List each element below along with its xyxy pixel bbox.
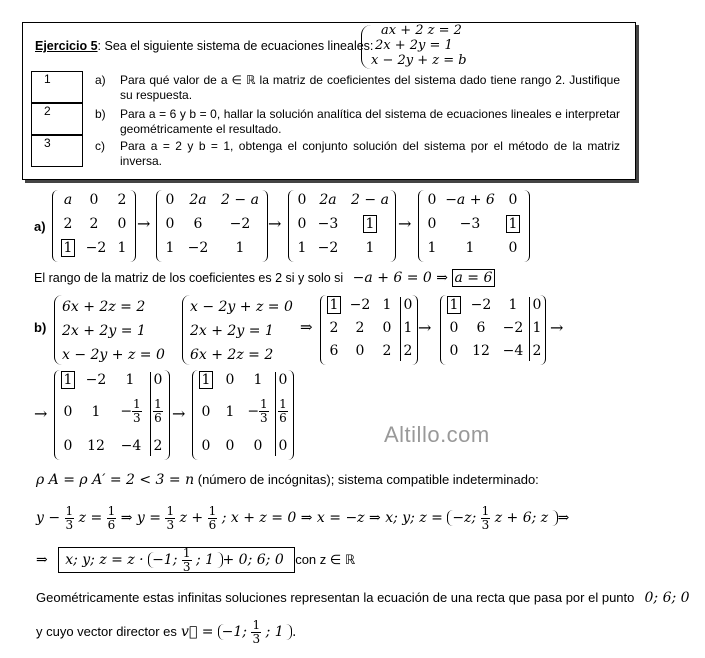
cell: −a + 6 <box>445 192 495 208</box>
cell: 6 <box>329 343 339 359</box>
rank-condition: −a + 6 = 0 ⇒ <box>352 270 449 286</box>
cell: −3 <box>317 216 339 232</box>
sys1-eq3: x − 2y + z = 0 <box>62 347 165 363</box>
cell: 0 <box>508 192 518 208</box>
part-b-matrix-2 <box>440 295 546 365</box>
frac-num: 1 <box>252 617 261 632</box>
eq-part: y − <box>36 510 61 526</box>
eq-part: −z; <box>452 510 477 526</box>
cell: −2 <box>349 297 371 313</box>
cell: 0 <box>63 404 73 420</box>
frac-den: 6 <box>154 411 162 425</box>
part-a-matrix-2 <box>156 190 268 262</box>
cell: 12 <box>87 438 105 454</box>
cell: 0 <box>153 372 163 388</box>
part-b-system-1 <box>62 295 165 367</box>
sys1-eq2: 2x + 2y = 1 <box>62 323 146 339</box>
solution-line <box>36 542 355 578</box>
item-b-text: Para a = 6 y b = 0, hallar la solución analítica del sistema de ecuaciones lineales e interpretar geométricamente el resultado. <box>120 107 620 136</box>
cell: 0 <box>508 240 518 256</box>
eq-part: ⇒ y = <box>120 510 162 526</box>
eq-part: x; y; z = z · <box>65 552 144 568</box>
frac-den: 3 <box>252 631 261 646</box>
augment-line <box>400 297 401 361</box>
cell: 0 <box>532 297 542 313</box>
eq-part: z + 6; z <box>494 510 549 526</box>
exercise-header <box>35 39 373 53</box>
cell: 2 <box>403 343 413 359</box>
cell: 0 <box>403 297 413 313</box>
exercise-title: Ejercicio 5 <box>35 39 98 53</box>
cell: 2 <box>355 320 365 336</box>
solution-suffix: con z ∈ ℝ <box>295 552 356 567</box>
eq-part: −1; <box>152 552 178 568</box>
cell: 2 <box>63 216 73 232</box>
frac-den: 6 <box>107 517 116 532</box>
pivot-cell: 1 <box>363 215 378 233</box>
cell: 1 <box>465 240 475 256</box>
cell: 0 <box>225 438 235 454</box>
cell: 2 <box>89 216 99 232</box>
geometric-line <box>36 590 690 606</box>
cell: a <box>63 192 73 208</box>
arrow: → <box>172 404 186 423</box>
part-a-matrix-4 <box>418 190 530 262</box>
cell: 0 <box>278 438 288 454</box>
pivot-cell: 1 <box>61 239 76 257</box>
cell: 1 <box>125 372 135 388</box>
arrow: → <box>418 318 432 337</box>
frac-den: 6 <box>208 517 217 532</box>
cell: 2a <box>189 192 207 208</box>
point-value: 0; 6; 0 <box>644 590 690 606</box>
pivot-cell: 1 <box>506 215 521 233</box>
part-a-matrix-1 <box>52 190 136 262</box>
cell: −2 <box>85 372 107 388</box>
cell: 0 <box>355 343 365 359</box>
cell: 0 <box>382 320 392 336</box>
rank-conclusion <box>34 270 495 286</box>
item-a-tag: a) <box>95 73 106 87</box>
frac-den: 3 <box>133 411 141 425</box>
system-eq-1: ax + 2 z = 2 <box>381 23 462 38</box>
pivot-cell: 1 <box>447 296 462 314</box>
cell: 1 <box>91 404 101 420</box>
cell: 12 <box>472 343 490 359</box>
eq-part: z = <box>78 510 103 526</box>
frac-den: 3 <box>166 517 175 532</box>
frac-num: 1 <box>260 397 268 411</box>
arrow: → <box>398 214 412 233</box>
vector-text: y cuyo vector director es <box>36 624 177 639</box>
cell: −2 <box>85 240 107 256</box>
cell: 2a <box>319 192 337 208</box>
cell: 2 − a <box>351 192 389 208</box>
frac-num: 1 <box>279 397 287 411</box>
cell: 0 <box>201 438 211 454</box>
pivot-cell: 1 <box>61 371 76 389</box>
cell: −2 <box>187 240 209 256</box>
part-b-matrix-1 <box>320 295 418 365</box>
cell: 2 <box>153 438 163 454</box>
cell: 0 <box>427 192 437 208</box>
cell: 0 <box>165 216 175 232</box>
exercise-intro: : Sea el siguiente sistema de ecuaciones lineales: <box>97 39 374 53</box>
part-b-system-2 <box>190 295 293 367</box>
rank-line-math: ρ A = ρ A′ = 2 < 3 = n <box>36 472 195 488</box>
frac-num: 1 <box>208 503 217 518</box>
rank-line <box>36 472 539 488</box>
system-eq-2: 2x + 2y = 1 <box>375 38 453 53</box>
geometric-text: Geométricamente estas infinitas soluciones representan la ecuación de una recta que pasa por el punto <box>36 590 635 605</box>
eq-part: . <box>292 625 297 640</box>
cell: 2 <box>382 343 392 359</box>
cell: 0 <box>253 438 263 454</box>
frac-num: 1 <box>65 503 74 518</box>
part-b-matrix-3 <box>54 370 170 460</box>
equation-line <box>36 500 569 536</box>
cell: 1 <box>165 240 175 256</box>
item-number-1: 1 <box>31 71 83 103</box>
cell: 2 <box>532 343 542 359</box>
eq-part: + 0; 6; 0 <box>222 552 284 568</box>
eq-part: ⇒ <box>557 510 570 526</box>
cell: 0 <box>449 320 459 336</box>
frac-num: 1 <box>107 503 116 518</box>
frac-den: 3 <box>260 411 268 425</box>
cell: 0 <box>63 438 73 454</box>
rank-result: a = 6 <box>452 269 496 287</box>
cell: −2 <box>229 216 251 232</box>
cell: 6 <box>476 320 486 336</box>
arrow: → <box>268 214 282 233</box>
item-c-tag: c) <box>95 139 105 153</box>
sys2-eq3: 6x + 2z = 2 <box>190 347 274 363</box>
cell: 0 <box>201 404 211 420</box>
cell: −4 <box>502 343 524 359</box>
cell: 0 <box>225 372 235 388</box>
cell: −3 <box>459 216 481 232</box>
cell: 1 <box>508 297 518 313</box>
vector-line <box>36 614 296 650</box>
arrow: → <box>34 404 48 423</box>
minus: − <box>120 403 133 420</box>
cell: 1 <box>365 240 375 256</box>
frac-num: 1 <box>166 503 175 518</box>
rank-line-text: (número de incógnitas); sistema compatible indeterminado: <box>194 472 539 487</box>
cell: 0 <box>89 192 99 208</box>
eq-part: −1; <box>221 624 248 640</box>
cell: 1 <box>403 320 413 336</box>
frac-num: 1 <box>154 397 162 411</box>
cell: 2 <box>329 320 339 336</box>
cell: −2 <box>502 320 524 336</box>
cell: −2 <box>317 240 339 256</box>
eq-part: ⇒ <box>36 552 48 568</box>
item-number-2: 2 <box>31 103 83 135</box>
sys1-eq1: 6x + 2z = 2 <box>62 299 146 315</box>
augment-line <box>275 372 276 456</box>
arrow: → <box>550 318 564 337</box>
cell: 1 <box>235 240 245 256</box>
exercise-box <box>22 22 636 180</box>
cell: 1 <box>225 404 235 420</box>
eq-part: ; 1 <box>195 552 215 568</box>
item-b-tag: b) <box>95 107 106 121</box>
cell: 0 <box>165 192 175 208</box>
part-a-label: a) <box>34 219 46 234</box>
sys2-eq1: x − 2y + z = 0 <box>190 299 293 315</box>
watermark-logo: Altillo.com <box>384 422 490 447</box>
cell: 0 <box>297 216 307 232</box>
implies-symbol: ⇒ <box>300 318 313 336</box>
cell: 1 <box>382 297 392 313</box>
arrow: → <box>137 214 151 233</box>
system-eq-3: x − 2y + z = b <box>371 53 467 68</box>
augment-line <box>529 297 530 361</box>
part-b-matrix-4 <box>192 370 294 460</box>
cell: −2 <box>470 297 492 313</box>
pivot-cell: 1 <box>327 296 342 314</box>
cell: 0 <box>278 372 288 388</box>
cell: 6 <box>193 216 203 232</box>
cell: 1 <box>297 240 307 256</box>
cell: 2 − a <box>221 192 259 208</box>
cell: 1 <box>427 240 437 256</box>
minus: − <box>247 403 260 420</box>
cell: 0 <box>297 192 307 208</box>
item-a-text: Para qué valor de a ∈ ℝ la matriz de coeficientes del sistema dado tiene rango 2. Justifique su respuesta. <box>120 73 620 102</box>
vector-symbol: v⃗ = <box>181 624 214 640</box>
cell: 2 <box>117 192 127 208</box>
eq-part: ; 1 <box>265 624 284 640</box>
frac-num: 1 <box>481 503 490 518</box>
cell: 0 <box>117 216 127 232</box>
frac-num: 1 <box>133 397 141 411</box>
eq-part: z + <box>179 510 204 526</box>
cell: 0 <box>449 343 459 359</box>
frac-den: 3 <box>65 517 74 532</box>
cell: −4 <box>120 438 142 454</box>
frac-num: 1 <box>182 545 191 560</box>
exercise-system <box>371 23 511 71</box>
frac-den: 3 <box>182 559 191 574</box>
rank-conclusion-text: El rango de la matriz de los coeficientes es 2 si y solo si <box>34 271 344 285</box>
part-a-matrix-3 <box>288 190 396 262</box>
item-number-3: 3 <box>31 135 83 167</box>
augment-line <box>150 372 151 456</box>
item-c-text: Para a = 2 y b = 1, obtenga el conjunto solución del sistema por el método de la matriz inversa. <box>120 139 620 168</box>
frac-den: 6 <box>279 411 287 425</box>
sys2-eq2: 2x + 2y = 1 <box>190 323 274 339</box>
solution-box <box>58 547 295 573</box>
part-b-label: b) <box>34 320 47 335</box>
cell: 1 <box>117 240 127 256</box>
cell: 1 <box>253 372 263 388</box>
frac-den: 3 <box>481 517 490 532</box>
eq-part: ; x + z = 0 ⇒ x = −z ⇒ x; y; z = <box>221 510 443 526</box>
cell: 0 <box>427 216 437 232</box>
cell: 1 <box>532 320 542 336</box>
pivot-cell: 1 <box>199 371 214 389</box>
